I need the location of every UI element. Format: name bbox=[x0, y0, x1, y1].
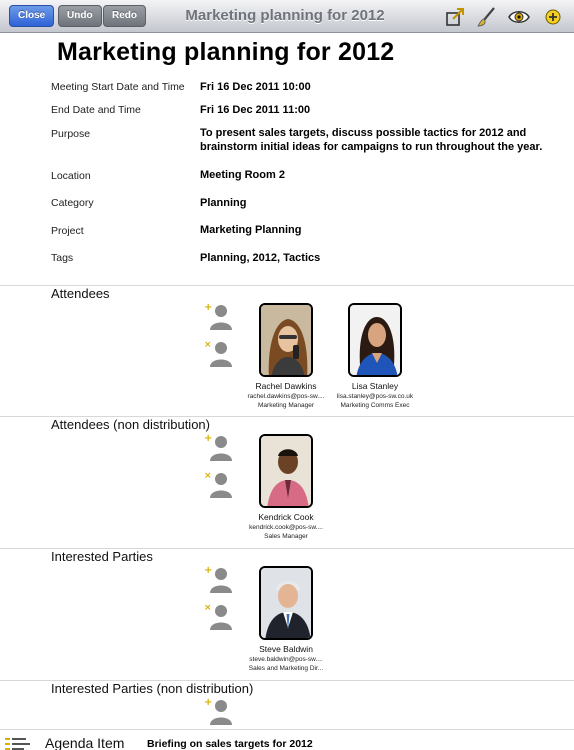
interested-section-title: Interested Parties bbox=[51, 549, 153, 564]
redo-button[interactable]: Redo bbox=[103, 5, 146, 27]
agenda-list-icon bbox=[5, 737, 31, 750]
attendees-nd-section-title: Attendees (non distribution) bbox=[51, 417, 210, 432]
project-label: Project bbox=[51, 225, 84, 237]
add-interested-party-icon[interactable] bbox=[203, 564, 233, 594]
attendee-nd-name: Kendrick Cook bbox=[258, 512, 314, 522]
interested-party-email: steve.baldwin@pos-sw.... bbox=[249, 656, 323, 663]
page-title: Marketing planning for 2012 bbox=[57, 38, 395, 66]
interested-party-card[interactable] bbox=[236, 566, 336, 672]
attendee-nd-role: Sales Manager bbox=[264, 533, 308, 540]
attendee-role: Marketing Manager bbox=[258, 402, 314, 409]
add-attendee-icon[interactable] bbox=[203, 301, 233, 331]
svg-text:×: × bbox=[204, 603, 212, 613]
svg-text:+: + bbox=[204, 302, 213, 313]
undo-button[interactable]: Undo bbox=[58, 5, 102, 27]
interested-nd-section-title: Interested Parties (non distribution) bbox=[51, 681, 254, 696]
avatar bbox=[259, 434, 313, 508]
toolbar bbox=[0, 0, 574, 33]
category-value[interactable]: Planning bbox=[200, 197, 247, 209]
project-value[interactable]: Marketing Planning bbox=[200, 224, 302, 236]
remove-attendee-icon[interactable] bbox=[203, 338, 233, 368]
interested-party-name: Steve Baldwin bbox=[259, 644, 313, 654]
purpose-value[interactable]: To present sales targets, discuss possible tactics for 2012 and brainstorm initial ideas for campaigns to run throughout the year. bbox=[200, 127, 543, 153]
tags-label: Tags bbox=[51, 252, 74, 264]
svg-text:+: + bbox=[204, 433, 213, 444]
section-divider bbox=[0, 729, 574, 730]
tags-value[interactable]: Planning, 2012, Tactics bbox=[200, 252, 321, 264]
edit-brush-icon[interactable] bbox=[476, 6, 498, 28]
add-interested-party-nd-icon[interactable] bbox=[203, 696, 233, 726]
purpose-label: Purpose bbox=[51, 128, 91, 140]
start-time-label: Meeting Start Date and Time bbox=[51, 81, 185, 93]
category-label: Category bbox=[51, 197, 94, 209]
remove-attendee-nd-icon[interactable] bbox=[203, 469, 233, 499]
toolbar-title: Marketing planning for 2012 bbox=[185, 7, 385, 24]
svg-text:+: + bbox=[204, 697, 213, 708]
attendee-nd-card[interactable] bbox=[236, 434, 336, 540]
attendee-role: Marketing Comms Exec bbox=[340, 402, 410, 409]
attendee-name: Rachel Dawkins bbox=[255, 381, 317, 391]
location-label: Location bbox=[51, 170, 91, 182]
location-value[interactable]: Meeting Room 2 bbox=[200, 169, 285, 181]
start-time-value[interactable]: Fri 16 Dec 2011 10:00 bbox=[200, 81, 311, 93]
add-attendee-nd-icon[interactable] bbox=[203, 432, 233, 462]
export-icon[interactable] bbox=[444, 6, 466, 28]
agenda-item-label: Agenda Item bbox=[45, 735, 125, 750]
close-button[interactable]: Close bbox=[9, 5, 54, 27]
end-time-value[interactable]: Fri 16 Dec 2011 11:00 bbox=[200, 104, 311, 116]
attendees-section-title: Attendees bbox=[51, 286, 110, 301]
preview-eye-icon[interactable] bbox=[508, 6, 530, 28]
svg-text:+: + bbox=[204, 565, 213, 576]
end-time-label: End Date and Time bbox=[51, 104, 141, 116]
avatar bbox=[348, 303, 402, 377]
agenda-item-value[interactable]: Briefing on sales targets for 2012 bbox=[147, 738, 313, 750]
interested-party-role: Sales and Marketing Dir... bbox=[248, 665, 324, 672]
add-icon[interactable] bbox=[542, 6, 564, 28]
svg-text:×: × bbox=[204, 471, 212, 481]
attendee-email: rachel.dawkins@pos-sw.... bbox=[247, 393, 325, 400]
avatar bbox=[259, 303, 313, 377]
attendee-card[interactable] bbox=[325, 303, 425, 409]
attendee-nd-email: kendrick.cook@pos-sw.... bbox=[249, 524, 323, 531]
remove-interested-party-icon[interactable] bbox=[203, 601, 233, 631]
attendee-name: Lisa Stanley bbox=[351, 381, 399, 391]
avatar bbox=[259, 566, 313, 640]
attendee-card[interactable] bbox=[236, 303, 336, 409]
svg-text:×: × bbox=[204, 340, 212, 350]
attendee-email: lisa.stanley@pos-sw.co.uk bbox=[336, 393, 414, 400]
